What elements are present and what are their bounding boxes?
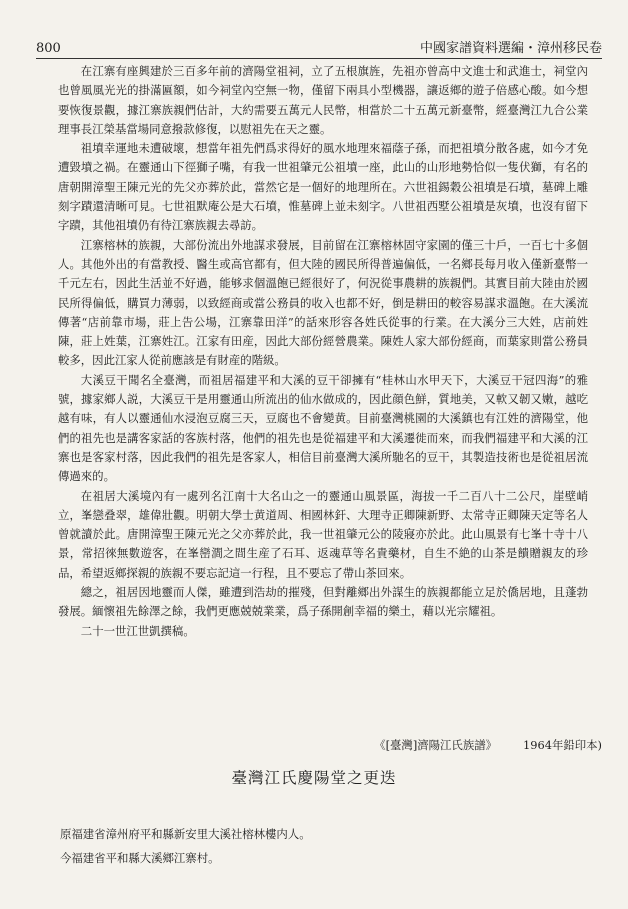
running-title: 中國家譜資料選編・漳州移民卷 bbox=[419, 41, 602, 56]
article-body bbox=[58, 62, 588, 641]
citation-source: 《[臺灣]濟陽江氏族譜》 bbox=[374, 738, 497, 752]
paragraph: 大溪豆干聞名全臺灣，而祖居福建平和大溪的豆干卻擁有“桂林山水甲天下，大溪豆干冠四海”的雅號，據家鄉人説，大溪豆干是用靈通山所流出的仙水做成的，因此顔色鮮，質地美，又軟又韌又嫩，越吃越有味，有人以靈通仙水浸泡豆腐三天，豆腐也不會變黄。目前臺灣桃園的大溪鎮也有江姓的濟陽堂，他們的祖先也是講客家話的客族村落，他們的祖先也是從福建平和大溪遷徙而來，而我們福建平和大溪的江寨也是客家村落，因此我們的祖先是客家人，相信目前臺灣大溪所馳名的豆干，其製造技術也是從祖居流傳過來的。 bbox=[58, 372, 588, 484]
header-rule bbox=[36, 58, 602, 59]
address-line: 今福建省平和縣大溪鄉江寨村。 bbox=[60, 851, 220, 865]
author-line: 二十一世江世凱撰稿。 bbox=[80, 623, 195, 638]
paragraph: 祖墳幸運地未遭破壞，想當年祖先們爲求得好的風水地理來福蔭子孫，而把祖墳分散各處，如今才免遭毀墳之禍。在靈通山下徑獅子嘴，有我一世祖肇元公祖墳一座，此山的山形地勢恰似一隻伏獅，有名的唐朝開漳聖王陳元光的先父亦葬於此，當然它是一個好的地理所在。六世祖錫穀公祖墳是石墳，墓碑上雕刻字蹟還清晰可見。七世祖默庵公是大石墳，惟墓碑上並未刻字。八世祖西墅公祖墳是灰墳，也沒有留下字蹟，其他祖墳仍有待江寨族親去尋訪。 bbox=[58, 141, 588, 233]
paragraph: 江寨榕林的族親，大部份流出外地謀求發展，目前留在江寨榕林固守家園的僅三十戶，一百七十多個人。其他外出的有當教授、醫生或高官都有，但大陸的國民所得普遍偏低，一名鄉長每月收入僅新臺幣一千元左右，因此生活並不好過，能够求個溫飽已經很好了，何況從事農耕的族親們。其實目前大陸由於國民所得偏低，購買力薄弱，以致經商或當公務員的收入也都不好，倒是耕田的較容易謀求溫飽。在大溪流傳著“店前靠市場，莊上告公場，江寨靠田洋”的話來形容各姓氏從事的行業。在大溪分三大姓，店前姓陳，莊上姓葉，江寨姓江。江家有田産，因此大部份經營農業。陳姓人家大部份經商，而葉家則當公務員較多，因此江家人從前應該是有財産的階級。 bbox=[58, 237, 588, 368]
section-title: 臺灣江氏慶陽堂之更迭 bbox=[231, 769, 397, 787]
page-header bbox=[36, 34, 602, 56]
paragraph: 在江寨有座興建於三百多年前的濟陽堂祖祠，立了五根旗旌，先祖亦曾高中文進士和武進士，祠堂內也曾風風光光的掛滿匾額，如今祠堂內空無一物，僅留下兩具小型機器，讓返鄉的遊子倍感心酸。如今想要恢復景觀，據江寨族親們估計，大約需要五萬元人民幣，相當於二十五萬元新臺幣，經臺灣江九合公業理事長江榮基當場同意撥款修復，以慰祖先在天之靈。 bbox=[58, 64, 588, 136]
citation-edition: 1964年鉛印本) bbox=[523, 738, 602, 752]
address-line: 原福建省漳州府平和縣新安里大溪社榕林樓内人。 bbox=[60, 827, 311, 841]
paragraph: 在祖居大溪境內有一處列名江南十大名山之一的靈通山風景區，海拔一千二百八十二公尺，崖壁峭立，峯戀叠翠，雄偉壯觀。明朝大學士黄道周、相國林釬、大理寺正卿陳新野、太常寺正卿陳天定等名人曾就讀於此。唐開漳聖王陳元光之父亦葬於此，我一世祖肇元公的陵寢亦於此。此山風景有七峯十寺十八景，常招徠無數遊客，在峯巒澗之間生産了石耳、返魂草等名貴藥材，自生不絶的山茶是饋贈親友的珍品，希望返鄉探親的族親不要忘記這一行程，且不要忘了帶山茶回來。 bbox=[58, 488, 588, 580]
page-number: 800 bbox=[36, 41, 61, 56]
citation bbox=[374, 737, 602, 753]
paragraph: 總之，祖居因地靈而人傑，雖遭到浩劫的摧殘，但對離鄉出外謀生的族親都能立足於僑居地，且蓬勃發展。緬懷祖先餘澤之餘，我們更應兢兢業業，爲子孫開創幸福的樂土，藉以光宗耀祖。 bbox=[58, 585, 588, 619]
